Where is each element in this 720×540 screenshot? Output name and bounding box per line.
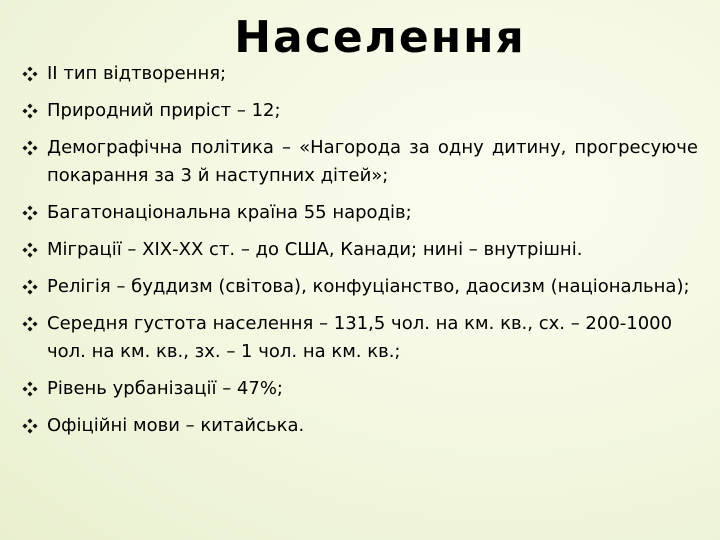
diamond-bullet-icon (22, 381, 38, 397)
bullet-list (22, 60, 698, 449)
diamond-bullet-icon (22, 66, 38, 82)
list-item (22, 375, 698, 403)
slide-title: Населення (234, 12, 526, 63)
list-item (22, 60, 698, 88)
bullet-text: Офіційні мови – китайська. (47, 415, 305, 436)
diamond-bullet-icon (22, 242, 38, 258)
diamond-bullet-icon (22, 205, 38, 221)
bullet-text: Рівень урбанізації – 47%; (47, 378, 283, 399)
bullet-text: Релігія – буддизм (світова), конфуціанство, даосизм (національна); (47, 276, 690, 297)
diamond-bullet-icon (22, 316, 38, 332)
bullet-text: Міграції – ХІХ-ХХ ст. – до США, Канади; нині – внутрішні. (47, 239, 583, 260)
list-item (22, 412, 698, 440)
list-item (22, 310, 698, 366)
bullet-text: Середня густота населення – 131,5 чол. на км. кв., сх. – 200-1000 чол. на км. кв., зх. – 1 чол. на км. кв.; (47, 313, 673, 362)
bullet-text: Демографічна політика – «Нагорода за одну дитину, прогресуюче покарання за 3 й наступних дітей»; (47, 137, 698, 186)
bullet-text: Багатонаціональна країна 55 народів; (47, 202, 412, 223)
diamond-bullet-icon (22, 279, 38, 295)
bullet-text: ІІ тип відтворення; (47, 63, 227, 84)
list-item (22, 97, 698, 125)
diamond-bullet-icon (22, 140, 38, 156)
diamond-bullet-icon (22, 103, 38, 119)
diamond-bullet-icon (22, 418, 38, 434)
bullet-text: Природний приріст – 12; (47, 100, 281, 121)
list-item (22, 273, 698, 301)
list-item (22, 199, 698, 227)
list-item (22, 134, 698, 190)
list-item (22, 236, 698, 264)
